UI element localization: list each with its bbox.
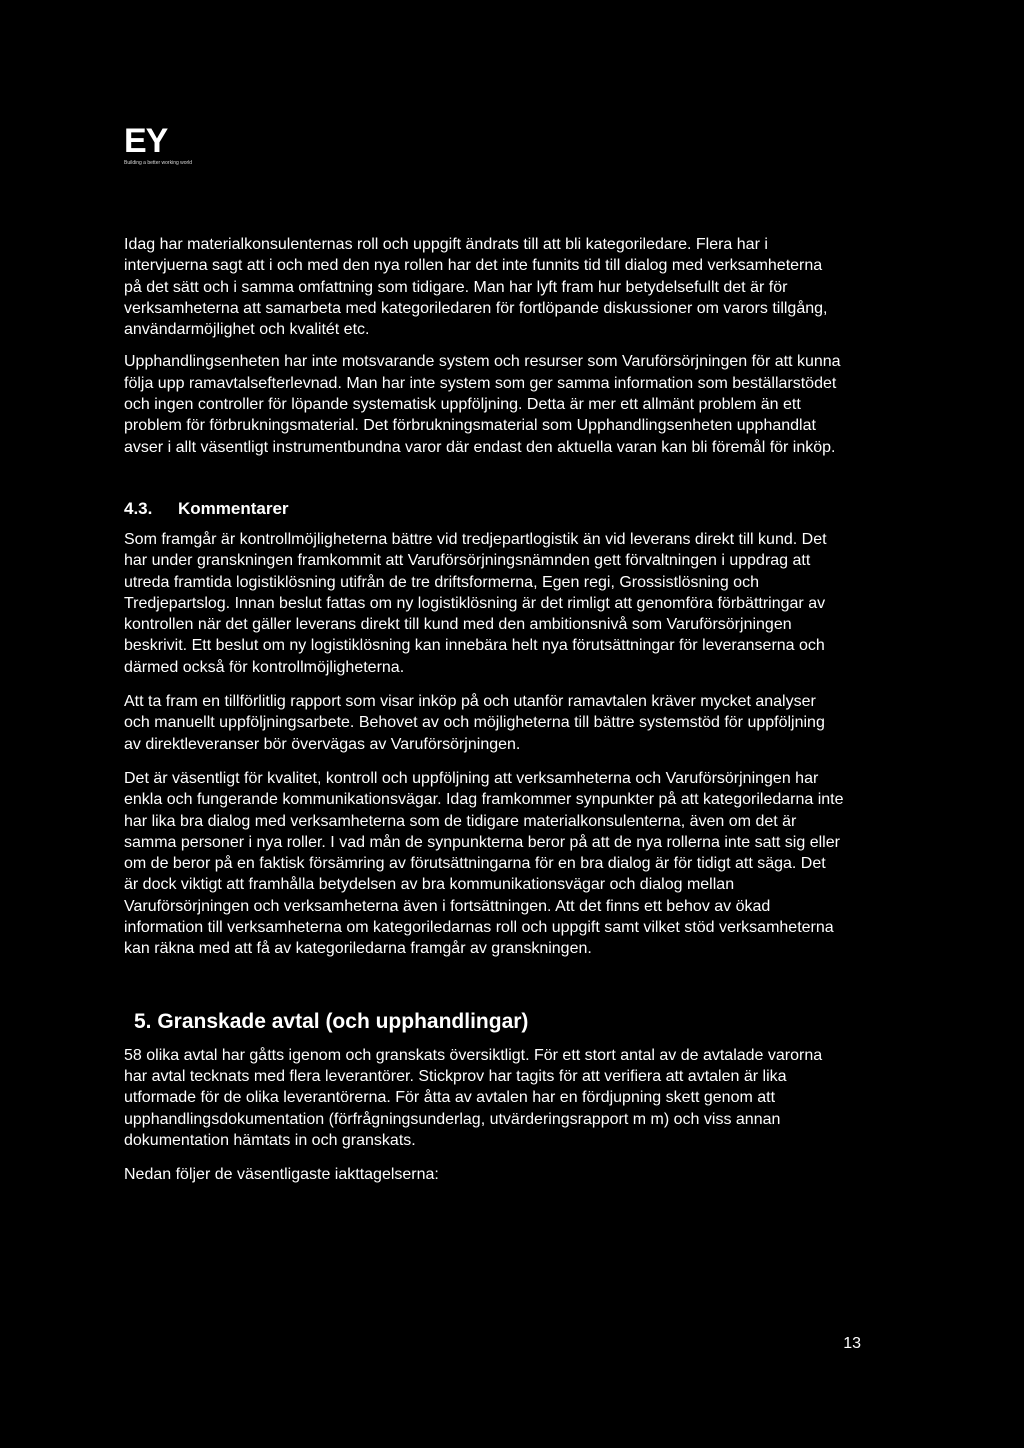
document-body xyxy=(124,234,844,1185)
paragraph-agreements: 58 olika avtal har gåtts igenom och granskats översiktligt. För ett stort antal av de avtalade varorna har avtal tecknats med flera leverantörer. Stickprov har tagits för att verifiera att avtalen är lika utformade för de olika leverantörerna. För åtta av avtalen har en fördjupning skett genom att upphandlingsdokumentation (förfrågningsunderlag, utvärderingsrapport m m) och viss annan dokumentation hämtats in och granskats. xyxy=(124,1046,823,1149)
paragraph-comments-1: Som framgår är kontrollmöjligheterna bättre vid tredjepartlogistik än vid leverans direkt till kund. Det har under granskningen framkommit att Varuförsörjningsnämnden gett förvaltningen i uppdrag att utreda framtida logistiklösning utifrån de tre driftsformerna, Egen regi, Grossistlösning och Tredjepartslog. Innan beslut fattas om ny logistiklösning är det rimligt att genomföra förbättringar av kontrollen när det gäller leverans direkt till kund med den ambitionsnivå som Varuförsörjningen beskrivit. Ett beslut om ny logistiklösning kan innebära helt nya förutsättningar för leveranserna och därmed också för kontrollmöjligheterna. xyxy=(124,530,827,676)
paragraph-comments-2: Att ta fram en tillförlitlig rapport som visar inköp på och utanför ramavtalen kräver mycket analyser och manuellt uppföljningsarbete. Behovet av och möjligheterna till bättre systemstöd för uppföljning av direktleveranser bör övervägas av Varuförsörjningen. xyxy=(124,693,825,753)
paragraph-observations-intro: Nedan följer de väsentligaste iakttagelserna: xyxy=(124,1166,439,1184)
section-number: 4.3. xyxy=(124,498,153,518)
logo-tagline: Building a better working world xyxy=(124,160,193,166)
paragraph-procurement-unit: Upphandlingsenheten har inte motsvarande system och resurser som Varuförsörjningen för att kunna följa upp ramavtalsefterlevnad. Man har inte system som ger samma information som beställarstödet och ingen controller för löpande systematisk uppföljning. Detta är mer ett allmänt problem än ett problem för förbrukningsmaterial. Det förbrukningsmaterial som Upphandlingsenheten upphandlat avser i allt väsentligt instrumentbundna varor där endast den aktuella varan kan bli föremål för inköp. xyxy=(124,353,841,456)
paragraph-role-change: Idag har materialkonsulenternas roll och uppgift ändrats till att bli kategoriledare. Flera har i intervjuerna sagt att i och med den nya rollen har det inte funnits tid till dialog med verksamheterna på det sätt och i samma omfattning som tidigare. Man har lyft fram hur betydelsefullt det är för verksamheterna att samarbeta med kategoriledaren för fortlöpande diskussioner om varors tillgång, användarmöjlighet och kvalitét etc. xyxy=(124,236,828,339)
page-number: 13 xyxy=(843,1335,861,1352)
ey-logo xyxy=(124,124,234,166)
section-heading-5: 5. Granskade avtal (och upphandlingar) xyxy=(134,1009,529,1033)
section-heading-4-3 xyxy=(124,498,844,520)
logo-mark: EY xyxy=(124,122,168,160)
section-title: Kommentarer xyxy=(178,498,289,518)
paragraph-comments-3: Det är väsentligt för kvalitet, kontroll och uppföljning att verksamheterna och Varuförsörjningen har enkla och fungerande kommunikationsvägar. Idag framkommer synpunkter på att kategoriledarna inte har lika bra dialog med verksamheterna som de tidigare materialkonsulenterna, även om det är samma personer i nya roller. I vad mån de synpunkterna beror på att de nya rollerna inte satt sig eller om de beror på en faktisk försämring av förutsättningarna för en bra dialog är för tidigt att säga. Det är dock viktigt att framhålla betydelsen av bra kommunikationsvägar och dialog mellan Varuförsörjningen och verksamheterna även i fortsättningen. Att det finns ett behov av ökad information till verksamheterna om kategoriledarnas roll och uppgift samt vilket stöd verksamheterna kan räkna med att få av kategoriledarna framgår av granskningen. xyxy=(124,769,844,958)
